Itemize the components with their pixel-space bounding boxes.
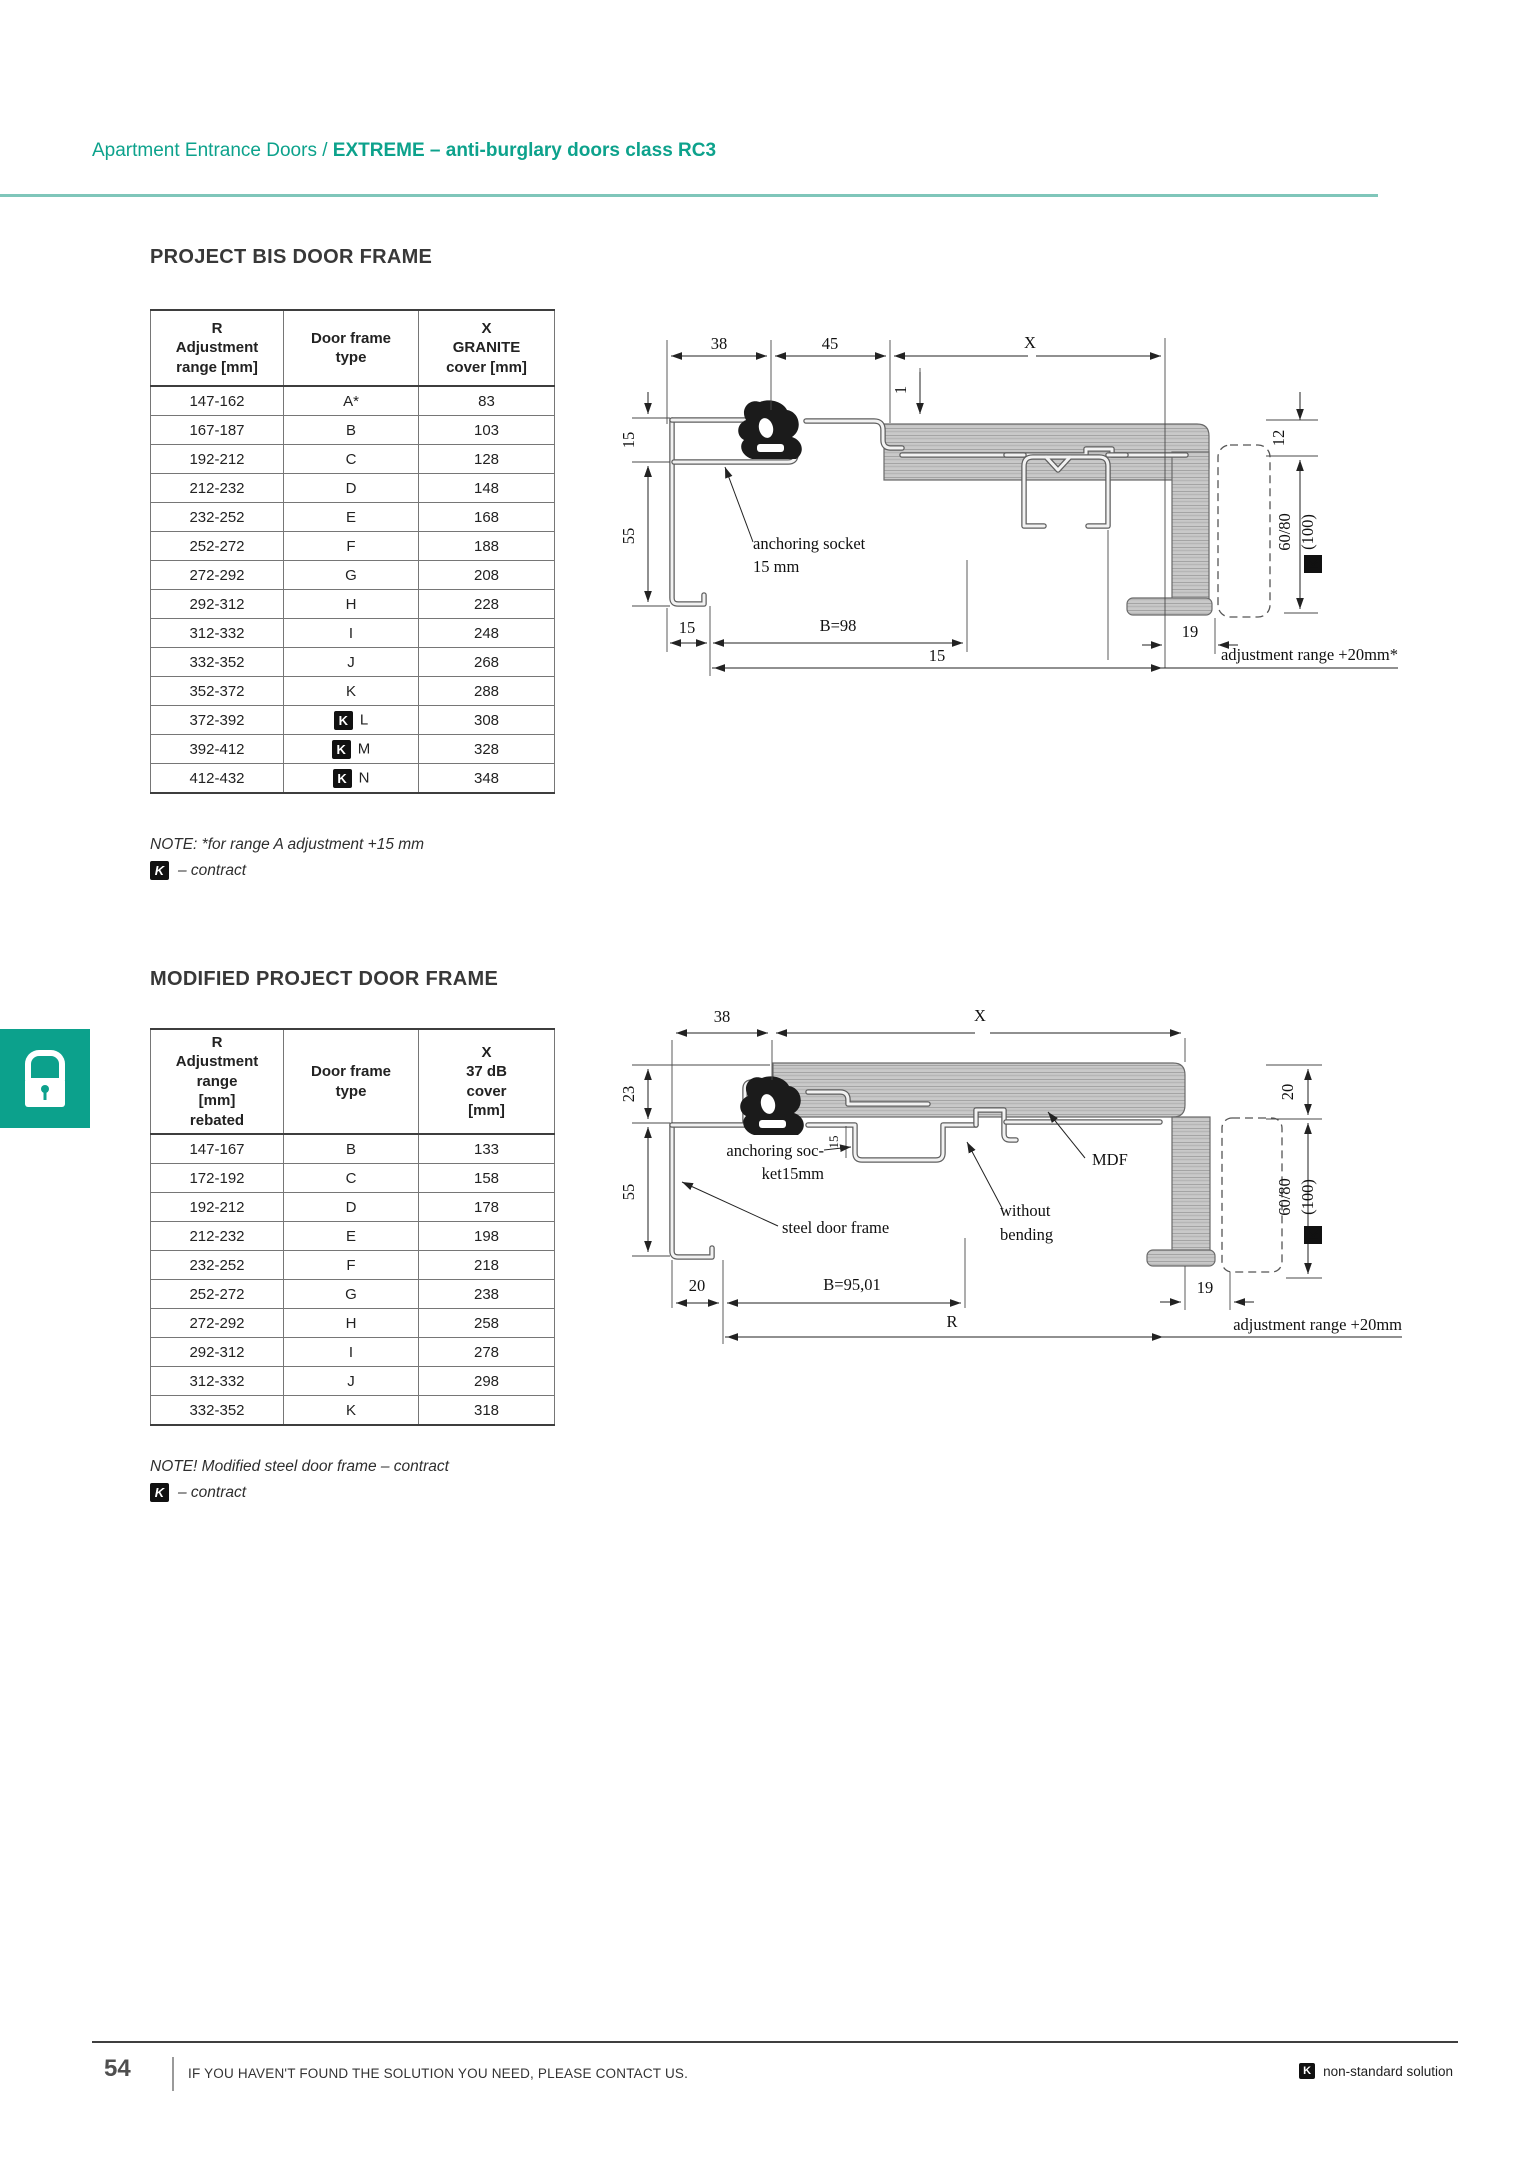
table-row: [151, 764, 555, 794]
cell-adjustment-range: 392-412: [151, 735, 284, 764]
dim-15-bottom: 15: [678, 618, 696, 637]
modified-project-table: [150, 1028, 555, 1426]
dim-100: (100): [1298, 1179, 1317, 1215]
cell-cover: 318: [419, 1396, 555, 1426]
dim-38: 38: [713, 1007, 731, 1026]
table-row: [151, 1309, 555, 1338]
cell-cover: 178: [419, 1193, 555, 1222]
cell-door-frame-type: B: [284, 1134, 419, 1164]
cell-cover: 288: [419, 677, 555, 706]
adjustment-outline: [1222, 1118, 1282, 1272]
cell-cover: 308: [419, 706, 555, 735]
table-row: [151, 590, 555, 619]
table-header-row: [151, 310, 555, 386]
cell-door-frame-type: E: [284, 1222, 419, 1251]
cell-cover: 168: [419, 503, 555, 532]
cell-door-frame-type: K M: [284, 735, 419, 764]
label-anchoring-socket-2: ket15mm: [761, 1164, 824, 1183]
table-row: [151, 416, 555, 445]
cell-door-frame-type: K: [284, 1396, 419, 1426]
cell-cover: 148: [419, 474, 555, 503]
label-without-bending-2: bending: [1000, 1225, 1054, 1244]
table-row: [151, 445, 555, 474]
cell-cover: 268: [419, 648, 555, 677]
label-adjustment-range: adjustment range +20mm: [1233, 1315, 1402, 1334]
dim-15-left: 15: [619, 431, 638, 449]
dim-19: 19: [1181, 622, 1199, 641]
dim-20-right: 20: [1278, 1083, 1297, 1101]
k-badge-icon: [1304, 555, 1322, 573]
table-row: [151, 503, 555, 532]
col-cover: X 37 dB cover [mm]: [419, 1029, 555, 1134]
cell-door-frame-type: D: [284, 1193, 419, 1222]
col-adjustment-range: R Adjustment range [mm]: [151, 310, 284, 386]
label-adjustment-range: adjustment range +20mm*: [1220, 645, 1398, 664]
cell-cover: 298: [419, 1367, 555, 1396]
modified-project-diagram: [600, 1000, 1470, 1420]
col-door-frame-type: Door frame type: [284, 310, 419, 386]
dim-x: X: [1024, 333, 1036, 352]
cell-door-frame-type: C: [284, 1164, 419, 1193]
cell-door-frame-type: J: [284, 1367, 419, 1396]
footer-separator: [172, 2057, 174, 2091]
table-row: [151, 1251, 555, 1280]
cell-adjustment-range: 372-392: [151, 706, 284, 735]
cell-adjustment-range: 312-332: [151, 1367, 284, 1396]
cell-cover: 83: [419, 386, 555, 416]
cell-adjustment-range: 412-432: [151, 764, 284, 794]
cell-door-frame-type: I: [284, 619, 419, 648]
col-door-frame-type: Door frame type: [284, 1029, 419, 1134]
cell-cover: 208: [419, 561, 555, 590]
k-badge-icon: K: [150, 861, 169, 880]
cell-cover: 238: [419, 1280, 555, 1309]
table-row: [151, 474, 555, 503]
table-row: [151, 561, 555, 590]
cell-adjustment-range: 312-332: [151, 619, 284, 648]
cell-door-frame-type: F: [284, 532, 419, 561]
cell-adjustment-range: 332-352: [151, 648, 284, 677]
header-divider: [0, 194, 1378, 197]
chapter-tab: [0, 1029, 90, 1128]
cell-adjustment-range: 192-212: [151, 445, 284, 474]
k-badge-icon: [1304, 1226, 1322, 1244]
note-contract-label: – contract: [178, 861, 247, 879]
cell-door-frame-type: G: [284, 561, 419, 590]
cell-door-frame-type: B: [284, 416, 419, 445]
note-contract: [150, 1483, 246, 1502]
table-header-row: [151, 1029, 555, 1134]
dim-38: 38: [710, 334, 728, 353]
k-badge-icon: K: [334, 711, 353, 730]
cell-cover: 328: [419, 735, 555, 764]
cell-adjustment-range: 172-192: [151, 1164, 284, 1193]
cell-adjustment-range: 272-292: [151, 1309, 284, 1338]
label-mdf: MDF: [1092, 1150, 1128, 1169]
cell-cover: 158: [419, 1164, 555, 1193]
extension-lines: [632, 338, 1318, 676]
dim-100: (100): [1298, 514, 1317, 550]
dim-r: R: [946, 1312, 958, 1331]
footer-divider: [92, 2041, 1458, 2043]
k-badge-icon: K: [332, 740, 351, 759]
cell-adjustment-range: 232-252: [151, 1251, 284, 1280]
label-anchoring-socket-2: 15 mm: [753, 557, 800, 576]
k-badge-icon: K: [1299, 2063, 1315, 2079]
cell-adjustment-range: 147-167: [151, 1134, 284, 1164]
cell-door-frame-type: E: [284, 503, 419, 532]
table-row: [151, 1164, 555, 1193]
project-bis-diagram: [600, 230, 1470, 680]
dim-55: 55: [619, 1183, 638, 1201]
table-row: [151, 677, 555, 706]
breadcrumb-section: Apartment Entrance Doors /: [92, 140, 333, 161]
cell-cover: 348: [419, 764, 555, 794]
cell-cover: 103: [419, 416, 555, 445]
cell-adjustment-range: 332-352: [151, 1396, 284, 1426]
dim-20-bottom: 20: [688, 1276, 706, 1295]
cell-door-frame-type: I: [284, 1338, 419, 1367]
dim-x: X: [974, 1006, 986, 1025]
svg-text:K: K: [1306, 1230, 1321, 1240]
svg-text:K: K: [1306, 559, 1321, 569]
dim-b9501: B=95,01: [823, 1275, 881, 1294]
cell-door-frame-type: K L: [284, 706, 419, 735]
note-contract-label: – contract: [178, 1483, 247, 1501]
label-anchoring-socket: anchoring soc-: [726, 1141, 824, 1160]
cell-adjustment-range: 252-272: [151, 532, 284, 561]
table-row: [151, 1367, 555, 1396]
cell-adjustment-range: 192-212: [151, 1193, 284, 1222]
cell-door-frame-type: K: [284, 677, 419, 706]
table-row: [151, 1338, 555, 1367]
note-text: NOTE: *for range A adjustment +15 mm: [150, 836, 425, 853]
col-cover: X GRANITE cover [mm]: [419, 310, 555, 386]
cell-cover: 258: [419, 1309, 555, 1338]
cell-cover: 198: [419, 1222, 555, 1251]
cell-door-frame-type: F: [284, 1251, 419, 1280]
dim-1: 1: [891, 385, 910, 395]
footer-legend: [1299, 2063, 1453, 2079]
table-row: [151, 1396, 555, 1426]
cell-cover: 228: [419, 590, 555, 619]
cell-cover: 188: [419, 532, 555, 561]
cell-adjustment-range: 212-232: [151, 1222, 284, 1251]
cell-cover: 218: [419, 1251, 555, 1280]
label-anchoring-socket: anchoring socket: [753, 534, 866, 553]
dim-15-socket: 15: [826, 1135, 841, 1149]
cell-adjustment-range: 252-272: [151, 1280, 284, 1309]
table-row: [151, 386, 555, 416]
cell-adjustment-range: 232-252: [151, 503, 284, 532]
cell-cover: 128: [419, 445, 555, 474]
cell-door-frame-type: J: [284, 648, 419, 677]
label-without-bending: without: [1000, 1201, 1051, 1220]
cell-adjustment-range: 167-187: [151, 416, 284, 445]
table-row: [151, 1222, 555, 1251]
cell-adjustment-range: 352-372: [151, 677, 284, 706]
table-row: [151, 735, 555, 764]
cell-door-frame-type: G: [284, 1280, 419, 1309]
adjustment-outline: [1218, 445, 1270, 617]
padlock-icon: [25, 1050, 65, 1107]
page-title: EXTREME – anti-burglary doors class RC3: [332, 140, 717, 161]
col-adjustment-range: R Adjustment range [mm] rebated: [151, 1029, 284, 1134]
cell-adjustment-range: 212-232: [151, 474, 284, 503]
dim-6080: 60/80: [1275, 513, 1294, 551]
dim-55: 55: [619, 527, 638, 545]
cell-door-frame-type: K N: [284, 764, 419, 794]
k-badge-icon: K: [150, 1483, 169, 1502]
breadcrumb: [92, 140, 716, 162]
dim-23: 23: [619, 1085, 638, 1103]
cell-cover: 248: [419, 619, 555, 648]
project-bis-table: [150, 309, 555, 794]
dim-19: 19: [1196, 1278, 1214, 1297]
cell-door-frame-type: A*: [284, 386, 419, 416]
dim-12: 12: [1269, 429, 1288, 447]
dim-b98: B=98: [819, 616, 857, 635]
table-row: [151, 532, 555, 561]
note-contract: [150, 861, 246, 880]
section1-title: PROJECT BIS DOOR FRAME: [150, 246, 433, 268]
footer-legend-label: non-standard solution: [1323, 2063, 1453, 2079]
table-row: [151, 1193, 555, 1222]
cell-adjustment-range: 272-292: [151, 561, 284, 590]
cell-adjustment-range: 147-162: [151, 386, 284, 416]
dim-6080: 60/80: [1275, 1178, 1294, 1216]
cell-door-frame-type: H: [284, 590, 419, 619]
label-steel-door-frame: steel door frame: [782, 1218, 890, 1237]
table-row: [151, 706, 555, 735]
page-number: 54: [104, 2055, 131, 2082]
gasket-seal: [738, 400, 802, 459]
cell-door-frame-type: C: [284, 445, 419, 474]
note-text: NOTE! Modified steel door frame – contract: [150, 1458, 449, 1475]
cell-cover: 133: [419, 1134, 555, 1164]
cell-adjustment-range: 292-312: [151, 590, 284, 619]
table-row: [151, 1280, 555, 1309]
cell-door-frame-type: D: [284, 474, 419, 503]
dim-15-bottom-2: 15: [928, 646, 946, 665]
section2-title: MODIFIED PROJECT DOOR FRAME: [150, 968, 499, 990]
table-row: [151, 619, 555, 648]
k-badge-icon: K: [333, 769, 352, 788]
cell-adjustment-range: 292-312: [151, 1338, 284, 1367]
cell-door-frame-type: H: [284, 1309, 419, 1338]
footer-message: IF YOU HAVEN'T FOUND THE SOLUTION YOU NEED, PLEASE CONTACT US.: [188, 2066, 689, 2081]
table-row: [151, 648, 555, 677]
table-row: [151, 1134, 555, 1164]
cell-cover: 278: [419, 1338, 555, 1367]
dim-45: 45: [821, 334, 839, 353]
